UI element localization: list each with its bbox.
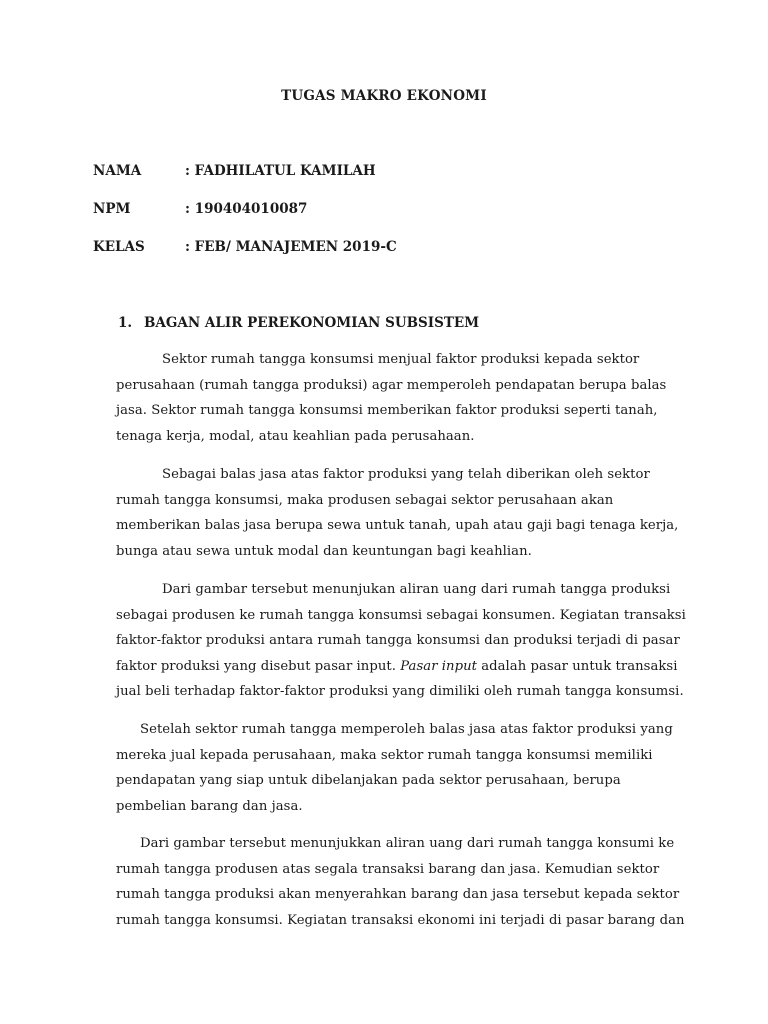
paragraph-4: [116, 717, 676, 819]
paragraph-line: Sebagai balas jasa atas faktor produksi yang telah diberikan oleh sektor: [162, 467, 650, 482]
info-label: KELAS: [93, 239, 145, 255]
paragraph-line: jasa. Sektor rumah tangga konsumsi memberikan faktor produksi seperti tanah,: [116, 403, 658, 418]
paragraph-line: jual beli terhadap faktor-faktor produksi yang dimiliki oleh rumah tangga konsumsi.: [116, 684, 684, 699]
section-number: 1.: [118, 315, 133, 331]
paragraph-line: rumah tangga konsumsi, maka produsen sebagai sektor perusahaan akan: [116, 492, 614, 508]
info-label: NAMA: [93, 163, 142, 179]
info-row-nama: [93, 163, 376, 179]
info-value: : FEB/ MANAJEMEN 2019-C: [185, 239, 397, 255]
paragraph-line: rumah tangga produksi akan menyerahkan barang dan jasa tersebut kepada sektor: [116, 887, 680, 902]
paragraph-line: Sektor rumah tangga konsumsi menjual faktor produksi kepada sektor: [162, 352, 640, 367]
italic-term: Pasar input: [400, 658, 477, 674]
info-value: : FADHILATUL KAMILAH: [185, 163, 376, 179]
paragraph-line: rumah tangga konsumsi. Kegiatan transaksi ekonomi ini terjadi di pasar barang dan: [116, 912, 685, 928]
paragraph-line: Dari gambar tersebut menunjukkan aliran uang dari rumah tangga konsumi ke: [140, 836, 675, 851]
info-label: NPM: [93, 201, 131, 217]
text-segment: faktor produksi yang disebut pasar input.: [116, 658, 401, 674]
paragraph-line: mereka jual kepada perusahaan, maka sektor rumah tangga konsumsi memiliki: [116, 747, 653, 763]
info-row-kelas: [93, 239, 397, 255]
paragraph-3: [116, 577, 686, 705]
section-title: BAGAN ALIR PEREKONOMIAN SUBSISTEM: [144, 315, 480, 331]
paragraph-line: Setelah sektor rumah tangga memperoleh balas jasa atas faktor produksi yang: [140, 722, 673, 737]
paragraph-1: [116, 347, 676, 449]
info-value: : 190404010087: [185, 201, 308, 217]
info-row-npm: [93, 201, 307, 217]
paragraph-line: perusahaan (rumah tangga produksi) agar memperoleh pendapatan berupa balas: [116, 377, 667, 393]
paragraph-line: tenaga kerja, modal, atau keahlian pada perusahaan.: [116, 428, 475, 444]
text-segment: adalah pasar untuk transaksi: [476, 658, 678, 674]
paragraph-line-mixed: [116, 654, 676, 680]
section-heading: [118, 315, 479, 331]
paragraph-line: bunga atau sewa untuk modal dan keuntungan bagi keahlian.: [116, 543, 532, 559]
paragraph-line: faktor-faktor produksi antara rumah tangga konsumsi dan produksi terjadi di pasar: [116, 633, 680, 648]
paragraph-line: Dari gambar tersebut menunjukan aliran uang dari rumah tangga produksi: [162, 582, 671, 597]
paragraph-line: pendapatan yang siap untuk dibelanjakan pada sektor perusahaan, berupa: [116, 773, 621, 788]
paragraph-5: [116, 831, 685, 933]
document-title: TUGAS MAKRO EKONOMI: [281, 88, 487, 104]
paragraph-2: [116, 462, 679, 564]
paragraph-line: sebagai produsen ke rumah tangga konsumsi sebagai konsumen. Kegiatan transaksi: [116, 607, 686, 623]
paragraph-line: memberikan balas jasa berupa sewa untuk tanah, upah atau gaji bagi tenaga kerja,: [116, 518, 679, 533]
paragraph-line: pembelian barang dan jasa.: [116, 798, 303, 814]
paragraph-line: rumah tangga produsen atas segala transaksi barang dan jasa. Kemudian sektor: [116, 861, 660, 877]
